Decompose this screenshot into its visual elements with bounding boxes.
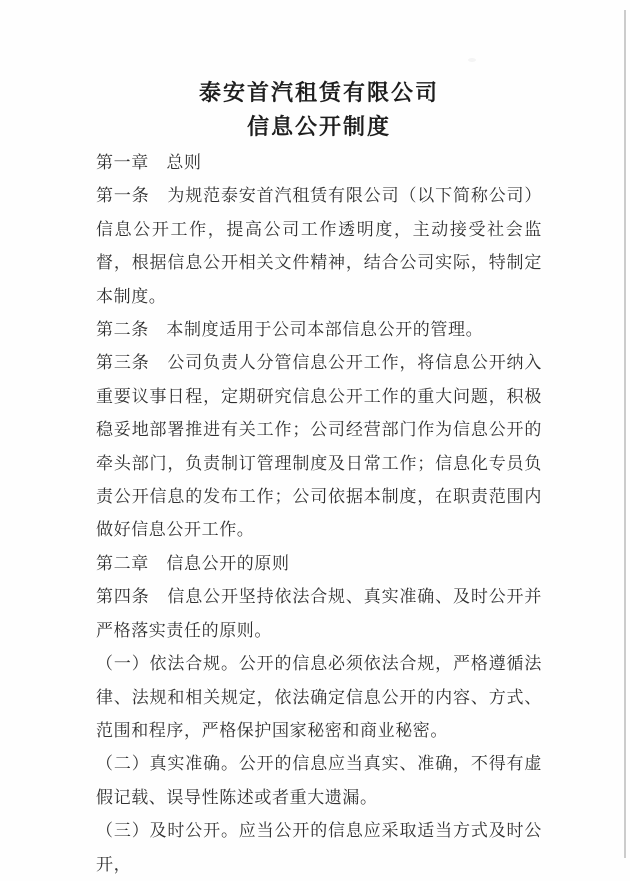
document-title-policy: 信息公开制度 [246, 114, 391, 139]
article-4-text: 第四条 信息公开坚持依法合规、真实准确、及时公开并严格落实责任的原则。 [96, 587, 542, 640]
document-title-company: 泰安首汽租赁有限公司 [198, 80, 439, 105]
article-4-item-2-text: （二）真实准确。公开的信息应当真实、准确，不得有虚假记载、误导性陈述或者重大遗漏。 [96, 754, 542, 807]
document-body [96, 146, 542, 881]
article-4-item-3-text: （三）及时公开。应当公开的信息应采取适当方式及时公开， [96, 821, 542, 874]
article-3-text: 第三条 公司负责人分管信息公开工作，将信息公开纳入重要议事日程，定期研究信息公开工作的重大问题，积极稳妥地部署推进有关工作；公司经营部门作为信息公开的牵头部门，负责制订管理制度及日常工作；信息化专员负责公开信息的发布工作；公司依据本制度，在职责范围内做好信息公开工作。 [96, 353, 542, 540]
article-2-text: 第二条 本制度适用于公司本部信息公开的管理。 [96, 320, 484, 340]
chapter-1-heading: 第一章 总则 [96, 153, 202, 172]
document-content [96, 76, 542, 881]
scan-smudge-artifact [468, 58, 476, 62]
chapter-2-heading: 第二章 信息公开的原则 [96, 553, 290, 573]
article-4-item-1-text: （一）依法合规。公开的信息必须依法合规，严格遵循法律、法规和相关规定，依法确定信息公开的内容、方式、范围和程序，严格保护国家秘密和商业秘密。 [96, 654, 542, 740]
article-1-text: 第一条 为规范泰安首汽租赁有限公司（以下简称公司）信息公开工作，提高公司工作透明度，主动接受社会监督，根据信息公开相关文件精神，结合公司实际，特制定本制度。 [96, 186, 542, 306]
page-edge-line [624, 10, 626, 858]
